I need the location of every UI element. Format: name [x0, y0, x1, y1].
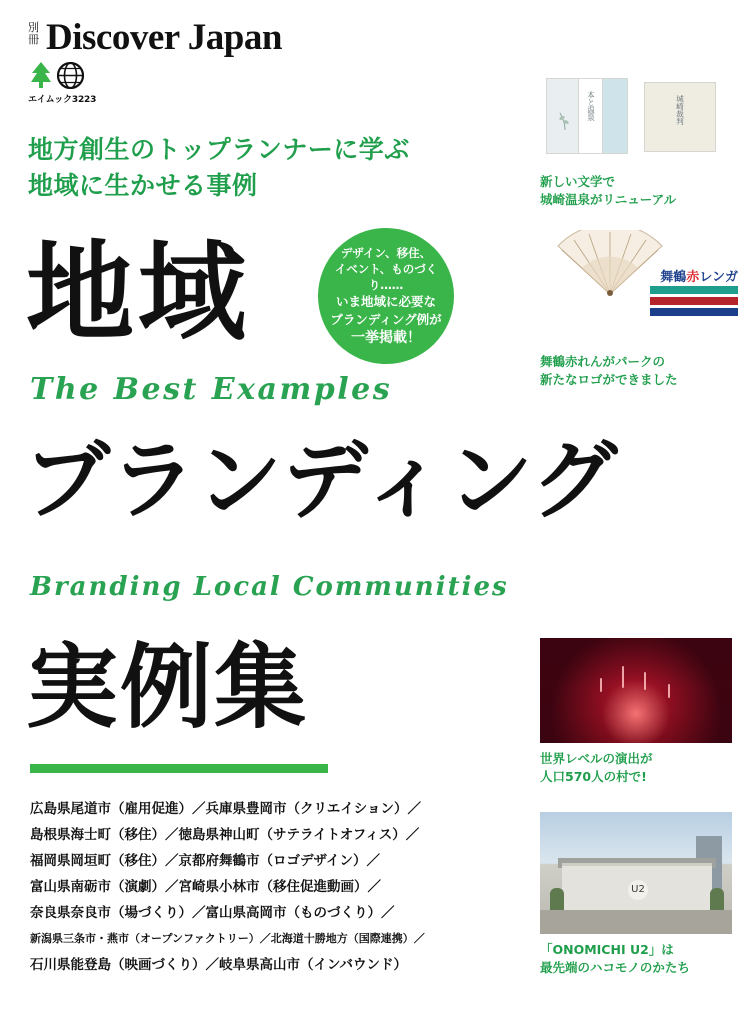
- headline-branding: ブランディング: [24, 431, 618, 531]
- burst-line-4: ブランディング例が: [330, 311, 442, 327]
- masthead-kicker: 別冊: [28, 21, 39, 46]
- region-list-line: 石川県能登島（映画づくり）／岐阜県高山市（インバウンド）: [30, 957, 408, 973]
- publisher-badge: [28, 60, 110, 105]
- rail-caption-books: [540, 173, 730, 209]
- lead-copy: [28, 132, 410, 204]
- burst-line-2: イベント、ものづくり……: [334, 261, 438, 292]
- headline-chiiki: 地域: [26, 231, 251, 356]
- onomichi-photo: [540, 812, 732, 934]
- book-title-hon-to-onsen: 本と温泉: [586, 91, 596, 121]
- rail-caption-line-2: 最先端のハコモノのかたち: [540, 960, 690, 975]
- rail-item-books: [540, 78, 730, 209]
- onomichi-sign-icon: U2: [628, 880, 648, 900]
- spark-decor: [668, 684, 670, 698]
- rail-item-festival: [540, 638, 730, 786]
- books-photo: [540, 78, 735, 166]
- burst-line-5: 一挙掲載！: [351, 329, 421, 346]
- masthead-title: Discover Japan: [46, 17, 282, 58]
- headline-script-branding-local: Branding Local Communities: [30, 572, 509, 602]
- logo-bar-red: [650, 297, 738, 305]
- lead-line-1: 地方創生のトップランナーに学ぶ: [28, 135, 410, 164]
- rail-item-maizuru: [540, 228, 738, 389]
- onomichi-ground-decor: [540, 910, 732, 934]
- sprig-icon: [557, 109, 573, 131]
- region-list-line: 島根県海士町（移住）／徳島県神山町（サテライトオフィス）／: [30, 827, 420, 843]
- rail-caption-line-1: 「ONOMICHI U2」は: [540, 942, 674, 957]
- green-divider-rule: [30, 764, 328, 773]
- rail-caption-line-1: 新しい文学で: [540, 174, 616, 189]
- maizuru-logo-bars: [650, 286, 738, 319]
- rail-caption-line-2: 人口570人の村で!: [540, 769, 647, 784]
- spark-decor: [600, 678, 602, 692]
- maizuru-logo-text-2: 赤: [686, 270, 700, 285]
- region-list-line: 広島県尾道市（雇用促進）／兵庫県豊岡市（クリエイション）／: [30, 801, 421, 817]
- burst-line-3: いま地域に必要な: [335, 293, 436, 309]
- rail-caption-line-1: 舞鶴赤れんがパークの: [540, 354, 666, 369]
- rail-caption-line-2: 城崎温泉がリニューアル: [540, 192, 677, 207]
- book-cover-c: [602, 78, 628, 154]
- mook-code: エイムック3223: [28, 95, 97, 105]
- region-list-line: 富山県南砺市（演劇）／宮崎県小林市（移住促進動画）／: [30, 879, 381, 895]
- book-cover-d: [644, 82, 716, 152]
- book-cover-a: [546, 78, 580, 154]
- festival-photo: [540, 638, 732, 743]
- logo-marks: [28, 60, 110, 90]
- maizuru-logo-text-1: 舞鶴: [660, 270, 687, 285]
- masthead: [28, 16, 282, 60]
- region-list-line: 新潟県三条市・燕市（オープンファクトリー）／北海道十勝地方（国際連携）／: [30, 932, 425, 945]
- spark-decor: [644, 672, 646, 690]
- region-list-line: 福岡県岡垣町（移住）／京都府舞鶴市（ロゴデザイン）／: [30, 853, 381, 869]
- headline-script-best-examples: The Best Examples: [30, 372, 393, 407]
- right-rail: [530, 0, 755, 1024]
- burst-line-1: デザイン、移住、: [340, 245, 432, 260]
- book-title-kinosaki-saiban: 城崎裁判: [675, 95, 685, 125]
- tree-icon: [28, 61, 54, 89]
- maizuru-artwork: [540, 228, 740, 346]
- region-list-line: 奈良県奈良市（場づくり）／富山県高岡市（ものづくり）／: [30, 905, 395, 921]
- globe-icon: [57, 62, 84, 89]
- book-cover-b: [578, 78, 604, 154]
- burst-badge: [318, 228, 454, 364]
- maizuru-logo-text-3: レンガ: [699, 270, 738, 285]
- region-list: [30, 796, 480, 978]
- headline-jitsureishu: 実例集: [26, 634, 309, 741]
- lead-line-2: 地域に生かせる事例: [28, 171, 258, 200]
- rail-item-onomichi: [540, 812, 730, 977]
- rail-caption-line-1: 世界レベルの演出が: [540, 751, 653, 766]
- rail-caption-line-2: 新たなロゴができました: [540, 372, 678, 387]
- rail-caption-festival: [540, 750, 730, 786]
- logo-bar-blue: [650, 308, 738, 316]
- rail-caption-maizuru: [540, 353, 730, 389]
- spark-decor: [622, 666, 624, 688]
- maizuru-brick-logo: [660, 266, 738, 285]
- logo-bar-teal: [650, 286, 738, 294]
- rail-caption-onomichi: [540, 941, 730, 977]
